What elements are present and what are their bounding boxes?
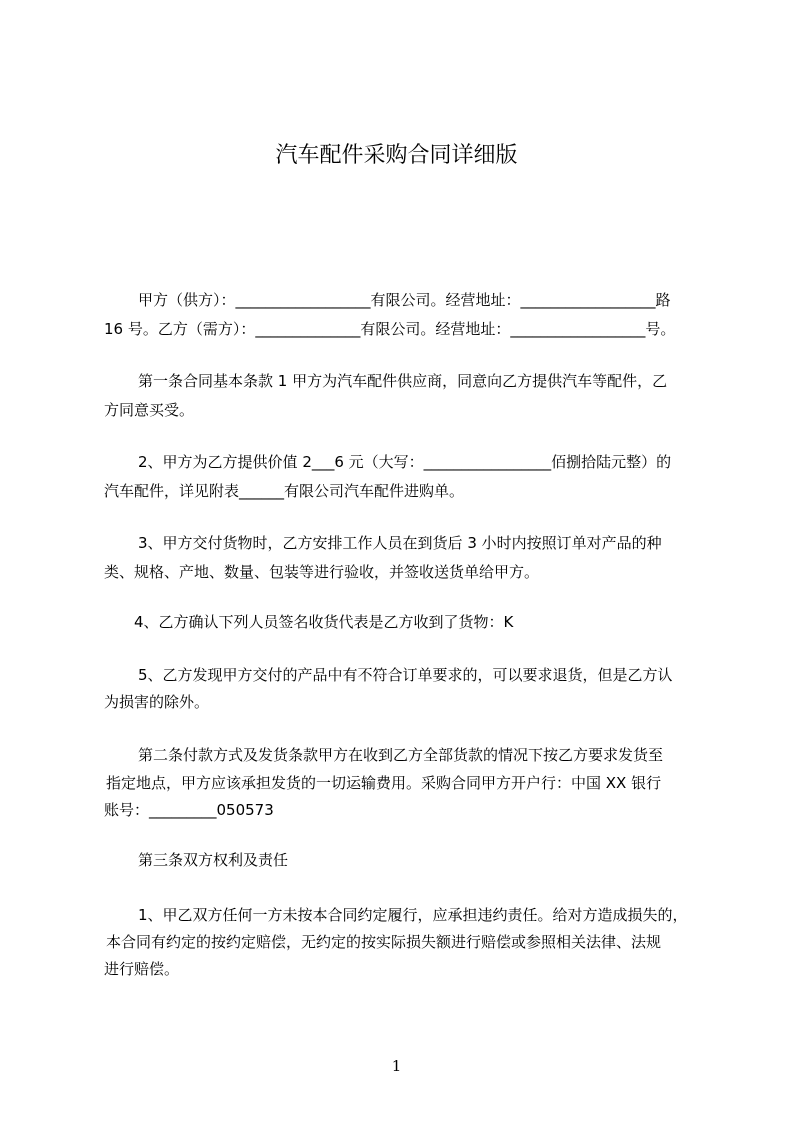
text-line: 本合同有约定的按约定赔偿，无约定的按实际损失额进行赔偿或参照相关法律、法规 (106, 933, 662, 951)
text-line: 1、甲乙双方任何一方未按本合同约定履行，应承担违约责任。给对方造成损失的， (138, 906, 688, 924)
document-title: 汽车配件采购合同详细版 (275, 143, 518, 168)
text-line: 4、乙方确认下列人员签名收货代表是乙方收到了货物：K (134, 613, 514, 631)
text-line: 3、甲方交付货物时，乙方安排工作人员在到货后 3 小时内按照订单对产品的种 (138, 534, 662, 552)
text-line: 进行赔偿。 (104, 960, 180, 978)
text-line: 第三条双方权利及责任 (138, 851, 289, 869)
text-line: 指定地点，甲方应该承担发货的一切运输费用。采购合同甲方开户行：中国 XX 银行 (106, 774, 662, 792)
text-line: 第二条付款方式及发货条款甲方在收到乙方全部货款的情况下按乙方要求发货至 (138, 746, 664, 764)
text-line: 方同意买受。 (104, 401, 195, 419)
text-line: 汽车配件，详见附表______有限公司汽车配件进购单。 (104, 482, 465, 500)
text-line: 第一条合同基本条款 1 甲方为汽车配件供应商，同意向乙方提供汽车等配件，乙 (138, 372, 668, 390)
text-line: 16 号。乙方（需方）：______________有限公司。经营地址：__________________号。 (104, 320, 676, 338)
text-line: 为损害的除外。 (104, 693, 210, 711)
text-line: 5、乙方发现甲方交付的产品中有不符合订单要求的，可以要求退货，但是乙方认 (138, 666, 673, 684)
text-line: 账号：_________050573 (104, 801, 274, 819)
text-line: 类、规格、产地、数量、包装等进行验收，并签收送货单给甲方。 (104, 563, 540, 581)
text-line: 2、甲方为乙方提供价值 2___6 元（大写：_________________佰捌拾陆元整）的 (138, 453, 672, 471)
text-line: 甲方（供方）：__________________有限公司。经营地址：__________________路 (138, 291, 671, 309)
page-number: 1 (391, 1057, 402, 1075)
